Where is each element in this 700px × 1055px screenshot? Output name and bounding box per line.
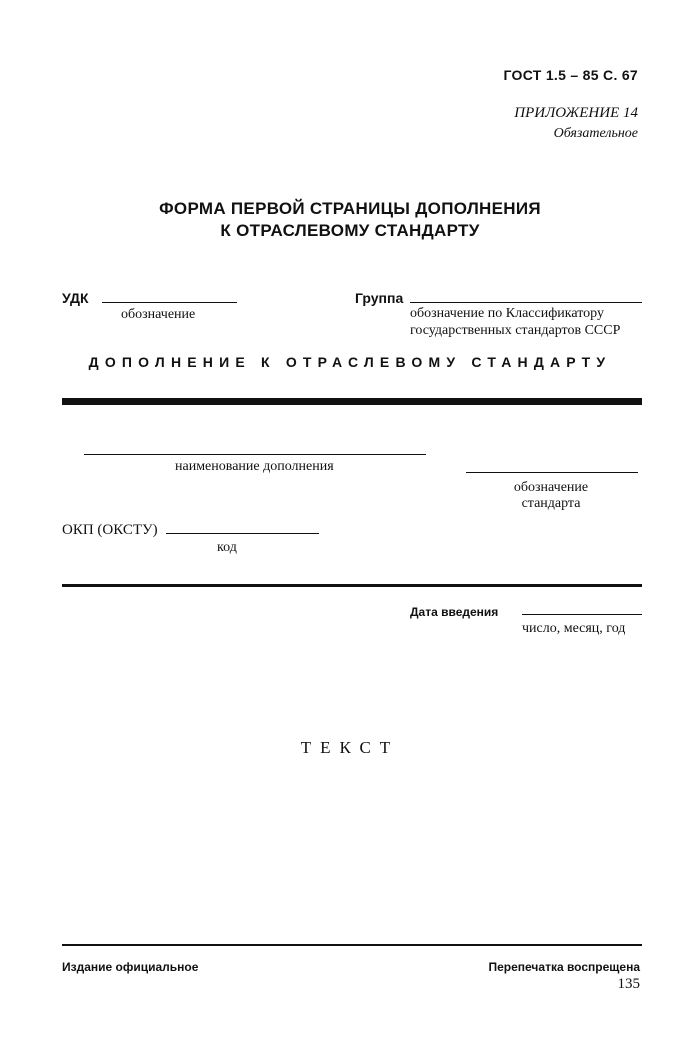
edition-note: Издание официальное <box>62 960 199 974</box>
introduction-date-field-line <box>522 614 642 615</box>
udk-field-line <box>102 302 237 303</box>
supplement-name-field-line <box>84 454 426 455</box>
reprint-notice: Перепечатка воспрещена <box>488 960 640 974</box>
supplement-heading: ДОПОЛНЕНИЕ К ОТРАСЛЕВОМУ СТАНДАРТУ <box>88 354 612 370</box>
page-number: 135 <box>617 976 640 992</box>
form-title-line-2: К ОТРАСЛЕВОМУ СТАНДАРТУ <box>220 221 480 240</box>
introduction-date-caption: число, месяц, год <box>522 621 626 636</box>
middle-divider <box>62 584 642 587</box>
udk-label: УДК <box>62 290 89 306</box>
footer-divider <box>62 944 642 946</box>
thick-divider <box>62 398 642 405</box>
standard-designation-caption-line-1: обозначение <box>513 480 589 495</box>
standard-designation-field-line <box>466 472 638 473</box>
appendix-status: Обязательное <box>553 126 638 141</box>
group-label: Группа <box>355 290 404 306</box>
group-field-line <box>410 302 642 303</box>
form-title-line-1: ФОРМА ПЕРВОЙ СТРАНИЦЫ ДОПОЛНЕНИЯ <box>159 199 541 218</box>
group-caption-line-1: обозначение по Классификатору <box>410 306 604 321</box>
standard-reference: ГОСТ 1.5 – 85 С. 67 <box>503 67 638 83</box>
body-text-placeholder: ТЕКСТ <box>300 738 400 757</box>
group-caption-line-2: государственных стандартов СССР <box>410 323 621 338</box>
udk-caption: обозначение <box>121 307 196 322</box>
okp-field-line <box>166 533 319 534</box>
introduction-date-label: Дата введения <box>410 605 499 619</box>
standard-designation-caption-line-2: стандарта <box>521 496 581 511</box>
appendix-label: ПРИЛОЖЕНИЕ 14 <box>514 105 638 121</box>
okp-label: ОКП (ОКСТУ) <box>62 522 158 538</box>
supplement-name-caption: наименование дополнения <box>175 459 334 474</box>
form-title <box>0 198 700 242</box>
okp-caption: код <box>217 540 237 555</box>
